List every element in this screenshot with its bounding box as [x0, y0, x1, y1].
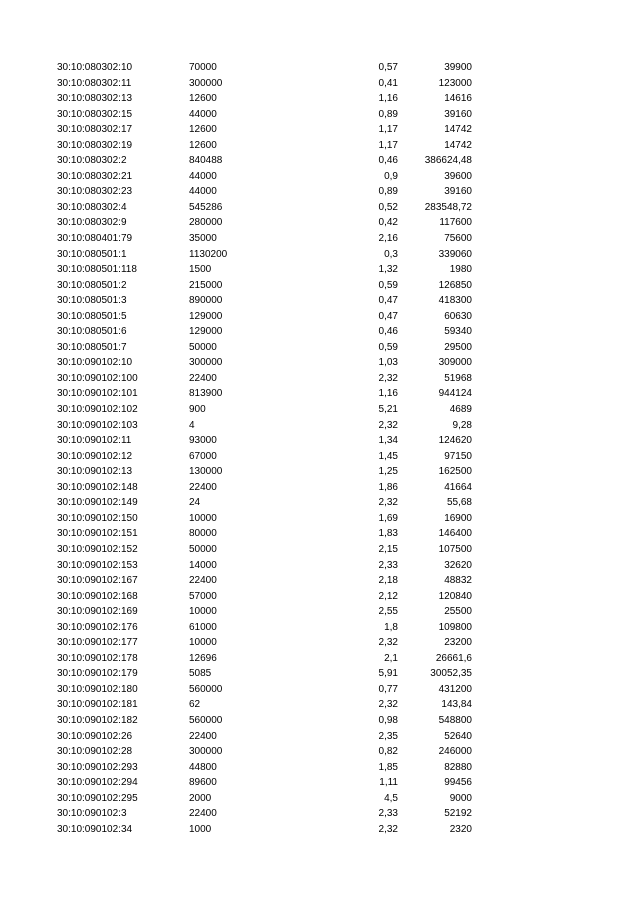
area-cell: 129000	[189, 326, 223, 338]
area-cell: 50000	[189, 543, 217, 555]
table-row	[0, 122, 640, 138]
cadastral-number-cell: 30:10:090102:100	[57, 372, 138, 384]
value-cell: 124620	[438, 435, 472, 447]
cadastral-number-cell: 30:10:090102:10	[57, 357, 133, 369]
cadastral-number-cell: 30:10:080302:13	[57, 93, 133, 105]
table-row	[0, 511, 640, 527]
table-row	[0, 309, 640, 325]
table-row	[0, 729, 640, 745]
value-cell: 126850	[438, 279, 472, 291]
value-cell: 9000	[449, 792, 472, 804]
coefficient-cell: 0,59	[378, 279, 398, 291]
value-cell: 120840	[438, 590, 472, 602]
table-row	[0, 107, 640, 123]
value-cell: 9,28	[452, 419, 472, 431]
area-cell: 1500	[189, 264, 212, 276]
coefficient-cell: 1,16	[378, 93, 398, 105]
coefficient-cell: 1,25	[378, 466, 398, 478]
cadastral-number-cell: 30:10:080302:17	[57, 124, 133, 136]
coefficient-cell: 0,9	[384, 170, 398, 182]
coefficient-cell: 2,32	[378, 699, 398, 711]
table-row	[0, 371, 640, 387]
coefficient-cell: 0,46	[378, 155, 398, 167]
table-row	[0, 542, 640, 558]
coefficient-cell: 2,18	[378, 575, 398, 587]
area-cell: 12696	[189, 652, 217, 664]
value-cell: 97150	[444, 450, 472, 462]
table-row	[0, 231, 640, 247]
spreadsheet-table	[0, 60, 640, 837]
cadastral-number-cell: 30:10:080501:3	[57, 295, 127, 307]
cadastral-number-cell: 30:10:080302:10	[57, 62, 133, 73]
area-cell: 14000	[189, 559, 217, 571]
value-cell: 51968	[444, 372, 472, 384]
value-cell: 14742	[444, 124, 472, 136]
table-row	[0, 324, 640, 340]
table-row	[0, 589, 640, 605]
coefficient-cell: 2,15	[378, 543, 398, 555]
cadastral-number-cell: 30:10:080501:1	[57, 248, 127, 260]
area-cell: 890000	[189, 295, 223, 307]
coefficient-cell: 1,8	[384, 621, 398, 633]
value-cell: 41664	[444, 481, 472, 493]
cadastral-number-cell: 30:10:090102:178	[57, 652, 138, 664]
coefficient-cell: 1,17	[378, 139, 398, 151]
coefficient-cell: 2,12	[378, 590, 398, 602]
coefficient-cell: 0,98	[378, 714, 398, 726]
area-cell: 12600	[189, 93, 217, 105]
area-cell: 560000	[189, 714, 223, 726]
table-row	[0, 620, 640, 636]
table-row	[0, 247, 640, 263]
table-row	[0, 184, 640, 200]
value-cell: 39160	[444, 186, 472, 198]
coefficient-cell: 1,32	[378, 264, 398, 276]
area-cell: 5085	[189, 668, 212, 680]
table-row	[0, 806, 640, 822]
cadastral-number-cell: 30:10:080302:23	[57, 186, 133, 198]
table-row	[0, 697, 640, 713]
value-cell: 339060	[438, 248, 472, 260]
cadastral-number-cell: 30:10:080501:118	[57, 264, 137, 276]
cadastral-number-cell: 30:10:090102:177	[57, 637, 138, 649]
coefficient-cell: 1,83	[378, 528, 398, 540]
value-cell: 82880	[444, 761, 472, 773]
table-row	[0, 713, 640, 729]
table-row	[0, 791, 640, 807]
value-cell: 52640	[444, 730, 472, 742]
value-cell: 29500	[444, 341, 472, 353]
coefficient-cell: 0,3	[384, 248, 398, 260]
coefficient-cell: 2,1	[384, 652, 398, 664]
value-cell: 59340	[444, 326, 472, 338]
table-row	[0, 651, 640, 667]
cadastral-number-cell: 30:10:080302:19	[57, 139, 133, 151]
area-cell: 44000	[189, 108, 217, 120]
value-cell: 39600	[444, 170, 472, 182]
value-cell: 52192	[444, 808, 472, 820]
cadastral-number-cell: 30:10:080302:11	[57, 77, 132, 89]
coefficient-cell: 1,16	[378, 388, 398, 400]
area-cell: 12600	[189, 139, 217, 151]
value-cell: 309000	[438, 357, 472, 369]
cadastral-number-cell: 30:10:090102:293	[57, 761, 138, 773]
area-cell: 215000	[189, 279, 223, 291]
cadastral-number-cell: 30:10:090102:148	[57, 481, 138, 493]
value-cell: 431200	[438, 683, 472, 695]
coefficient-cell: 2,32	[378, 637, 398, 649]
area-cell: 300000	[189, 77, 223, 89]
value-cell: 123000	[438, 77, 472, 89]
cadastral-number-cell: 30:10:080302:21	[57, 170, 133, 182]
area-cell: 22400	[189, 575, 217, 587]
cadastral-number-cell: 30:10:090102:294	[57, 777, 138, 789]
table-row	[0, 76, 640, 92]
cadastral-number-cell: 30:10:090102:12	[57, 450, 133, 462]
area-cell: 62	[189, 699, 201, 711]
coefficient-cell: 2,32	[378, 497, 398, 509]
area-cell: 89600	[189, 777, 217, 789]
table-row	[0, 418, 640, 434]
cadastral-number-cell: 30:10:090102:101	[57, 388, 138, 400]
coefficient-cell: 2,33	[378, 559, 398, 571]
value-cell: 14742	[444, 139, 472, 151]
cadastral-number-cell: 30:10:080501:5	[57, 310, 127, 322]
table-row	[0, 293, 640, 309]
value-cell: 283548,72	[424, 201, 472, 213]
area-cell: 22400	[189, 481, 217, 493]
table-row	[0, 760, 640, 776]
cadastral-number-cell: 30:10:090102:153	[57, 559, 138, 571]
coefficient-cell: 1,17	[378, 124, 398, 136]
table-row	[0, 138, 640, 154]
coefficient-cell: 1,86	[378, 481, 398, 493]
area-cell: 35000	[189, 233, 217, 245]
area-cell: 67000	[189, 450, 217, 462]
coefficient-cell: 0,89	[378, 108, 398, 120]
table-row	[0, 278, 640, 294]
value-cell: 1980	[449, 264, 472, 276]
cadastral-number-cell: 30:10:090102:295	[57, 792, 138, 804]
value-cell: 75600	[444, 233, 472, 245]
table-row	[0, 464, 640, 480]
table-row	[0, 822, 640, 838]
cadastral-number-cell: 30:10:090102:103	[57, 419, 138, 431]
value-cell: 99456	[444, 777, 472, 789]
value-cell: 418300	[438, 295, 472, 307]
area-cell: 10000	[189, 606, 217, 618]
cadastral-number-cell: 30:10:090102:181	[57, 699, 138, 711]
table-row	[0, 480, 640, 496]
area-cell: 4	[189, 419, 195, 431]
cadastral-number-cell: 30:10:080302:9	[57, 217, 127, 229]
coefficient-cell: 0,52	[378, 201, 398, 213]
cadastral-number-cell: 30:10:080501:2	[57, 279, 127, 291]
coefficient-cell: 2,33	[378, 808, 398, 820]
area-cell: 840488	[189, 155, 223, 167]
cadastral-number-cell: 30:10:090102:26	[57, 730, 133, 742]
coefficient-cell: 0,59	[378, 341, 398, 353]
table-row	[0, 91, 640, 107]
table-row	[0, 744, 640, 760]
cadastral-number-cell: 30:10:090102:149	[57, 497, 138, 509]
coefficient-cell: 0,47	[378, 295, 398, 307]
table-row	[0, 262, 640, 278]
table-row	[0, 775, 640, 791]
table-row	[0, 169, 640, 185]
value-cell: 246000	[438, 746, 472, 758]
value-cell: 26661,6	[435, 652, 472, 664]
value-cell: 23200	[444, 637, 472, 649]
coefficient-cell: 1,34	[378, 435, 398, 447]
cadastral-number-cell: 30:10:090102:11	[57, 435, 132, 447]
table-row	[0, 495, 640, 511]
coefficient-cell: 2,16	[378, 233, 398, 245]
coefficient-cell: 5,21	[378, 404, 398, 416]
table-row	[0, 355, 640, 371]
value-cell: 143,84	[441, 699, 472, 711]
cadastral-number-cell: 30:10:090102:13	[57, 466, 133, 478]
area-cell: 22400	[189, 730, 217, 742]
cadastral-number-cell: 30:10:090102:3	[57, 808, 127, 820]
value-cell: 55,68	[446, 497, 472, 509]
table-row	[0, 60, 640, 76]
area-cell: 93000	[189, 435, 217, 447]
value-cell: 60630	[444, 310, 472, 322]
cadastral-number-cell: 30:10:090102:179	[57, 668, 138, 680]
coefficient-cell: 0,46	[378, 326, 398, 338]
coefficient-cell: 2,32	[378, 372, 398, 384]
table-row	[0, 200, 640, 216]
table-row	[0, 604, 640, 620]
coefficient-cell: 2,32	[378, 419, 398, 431]
coefficient-cell: 0,41	[378, 77, 398, 89]
value-cell: 386624,48	[424, 155, 472, 167]
table-row	[0, 153, 640, 169]
area-cell: 280000	[189, 217, 223, 229]
cadastral-number-cell: 30:10:090102:176	[57, 621, 138, 633]
value-cell: 162500	[438, 466, 472, 478]
area-cell: 129000	[189, 310, 223, 322]
coefficient-cell: 1,45	[378, 450, 398, 462]
value-cell: 117600	[439, 217, 472, 229]
area-cell: 900	[189, 404, 206, 416]
area-cell: 57000	[189, 590, 217, 602]
area-cell: 2000	[189, 792, 212, 804]
cadastral-number-cell: 30:10:090102:169	[57, 606, 138, 618]
cadastral-number-cell: 30:10:090102:168	[57, 590, 138, 602]
cadastral-number-cell: 30:10:080501:6	[57, 326, 127, 338]
area-cell: 10000	[189, 512, 217, 524]
coefficient-cell: 2,55	[378, 606, 398, 618]
coefficient-cell: 0,57	[378, 62, 398, 73]
table-row	[0, 386, 640, 402]
table-row	[0, 449, 640, 465]
cadastral-number-cell: 30:10:090102:167	[57, 575, 138, 587]
value-cell: 16900	[444, 512, 472, 524]
coefficient-cell: 5,91	[378, 668, 398, 680]
area-cell: 22400	[189, 808, 217, 820]
area-cell: 44000	[189, 170, 217, 182]
area-cell: 80000	[189, 528, 217, 540]
coefficient-cell: 0,47	[378, 310, 398, 322]
coefficient-cell: 0,77	[378, 683, 398, 695]
coefficient-cell: 1,69	[378, 512, 398, 524]
cadastral-number-cell: 30:10:090102:34	[57, 823, 133, 835]
area-cell: 300000	[189, 746, 223, 758]
table-row	[0, 526, 640, 542]
area-cell: 10000	[189, 637, 217, 649]
area-cell: 22400	[189, 372, 217, 384]
cadastral-number-cell: 30:10:090102:151	[57, 528, 138, 540]
value-cell: 107500	[438, 543, 472, 555]
cadastral-number-cell: 30:10:090102:28	[57, 746, 133, 758]
cadastral-number-cell: 30:10:090102:152	[57, 543, 138, 555]
coefficient-cell: 4,5	[384, 792, 398, 804]
value-cell: 25500	[444, 606, 472, 618]
table-row	[0, 433, 640, 449]
cadastral-number-cell: 30:10:090102:182	[57, 714, 138, 726]
coefficient-cell: 2,35	[378, 730, 398, 742]
value-cell: 30052,35	[430, 668, 472, 680]
cadastral-number-cell: 30:10:090102:150	[57, 512, 138, 524]
cadastral-number-cell: 30:10:080401:79	[57, 233, 133, 245]
table-row	[0, 682, 640, 698]
area-cell: 24	[189, 497, 201, 509]
coefficient-cell: 1,85	[378, 761, 398, 773]
coefficient-cell: 0,42	[378, 217, 398, 229]
value-cell: 944124	[438, 388, 472, 400]
table-row	[0, 215, 640, 231]
value-cell: 109800	[438, 621, 472, 633]
area-cell: 300000	[189, 357, 223, 369]
value-cell: 2320	[449, 823, 472, 835]
area-cell: 1000	[189, 823, 212, 835]
value-cell: 48832	[444, 575, 472, 587]
table-row	[0, 573, 640, 589]
coefficient-cell: 0,82	[378, 746, 398, 758]
area-cell: 50000	[189, 341, 217, 353]
area-cell: 44000	[189, 186, 217, 198]
value-cell: 39900	[444, 62, 472, 73]
cadastral-number-cell: 30:10:080302:4	[57, 201, 127, 213]
cadastral-number-cell: 30:10:080302:15	[57, 108, 133, 120]
table-row	[0, 402, 640, 418]
value-cell: 39160	[444, 108, 472, 120]
value-cell: 548800	[438, 714, 472, 726]
coefficient-cell: 0,89	[378, 186, 398, 198]
area-cell: 1130200	[189, 248, 228, 260]
table-row	[0, 635, 640, 651]
table-row	[0, 666, 640, 682]
area-cell: 560000	[189, 683, 223, 695]
area-cell: 44800	[189, 761, 217, 773]
coefficient-cell: 1,03	[378, 357, 398, 369]
cadastral-number-cell: 30:10:080302:2	[57, 155, 127, 167]
value-cell: 32620	[444, 559, 472, 571]
cadastral-number-cell: 30:10:090102:102	[57, 404, 138, 416]
value-cell: 14616	[444, 93, 472, 105]
area-cell: 130000	[189, 466, 223, 478]
area-cell: 545286	[189, 201, 223, 213]
value-cell: 4689	[449, 404, 472, 416]
area-cell: 813900	[189, 388, 223, 400]
table-row	[0, 340, 640, 356]
cadastral-number-cell: 30:10:090102:180	[57, 683, 138, 695]
area-cell: 61000	[189, 621, 217, 633]
area-cell: 70000	[189, 62, 217, 73]
area-cell: 12600	[189, 124, 217, 136]
coefficient-cell: 1,11	[379, 777, 398, 789]
coefficient-cell: 2,32	[378, 823, 398, 835]
table-row	[0, 558, 640, 574]
cadastral-number-cell: 30:10:080501:7	[57, 341, 127, 353]
value-cell: 146400	[438, 528, 472, 540]
